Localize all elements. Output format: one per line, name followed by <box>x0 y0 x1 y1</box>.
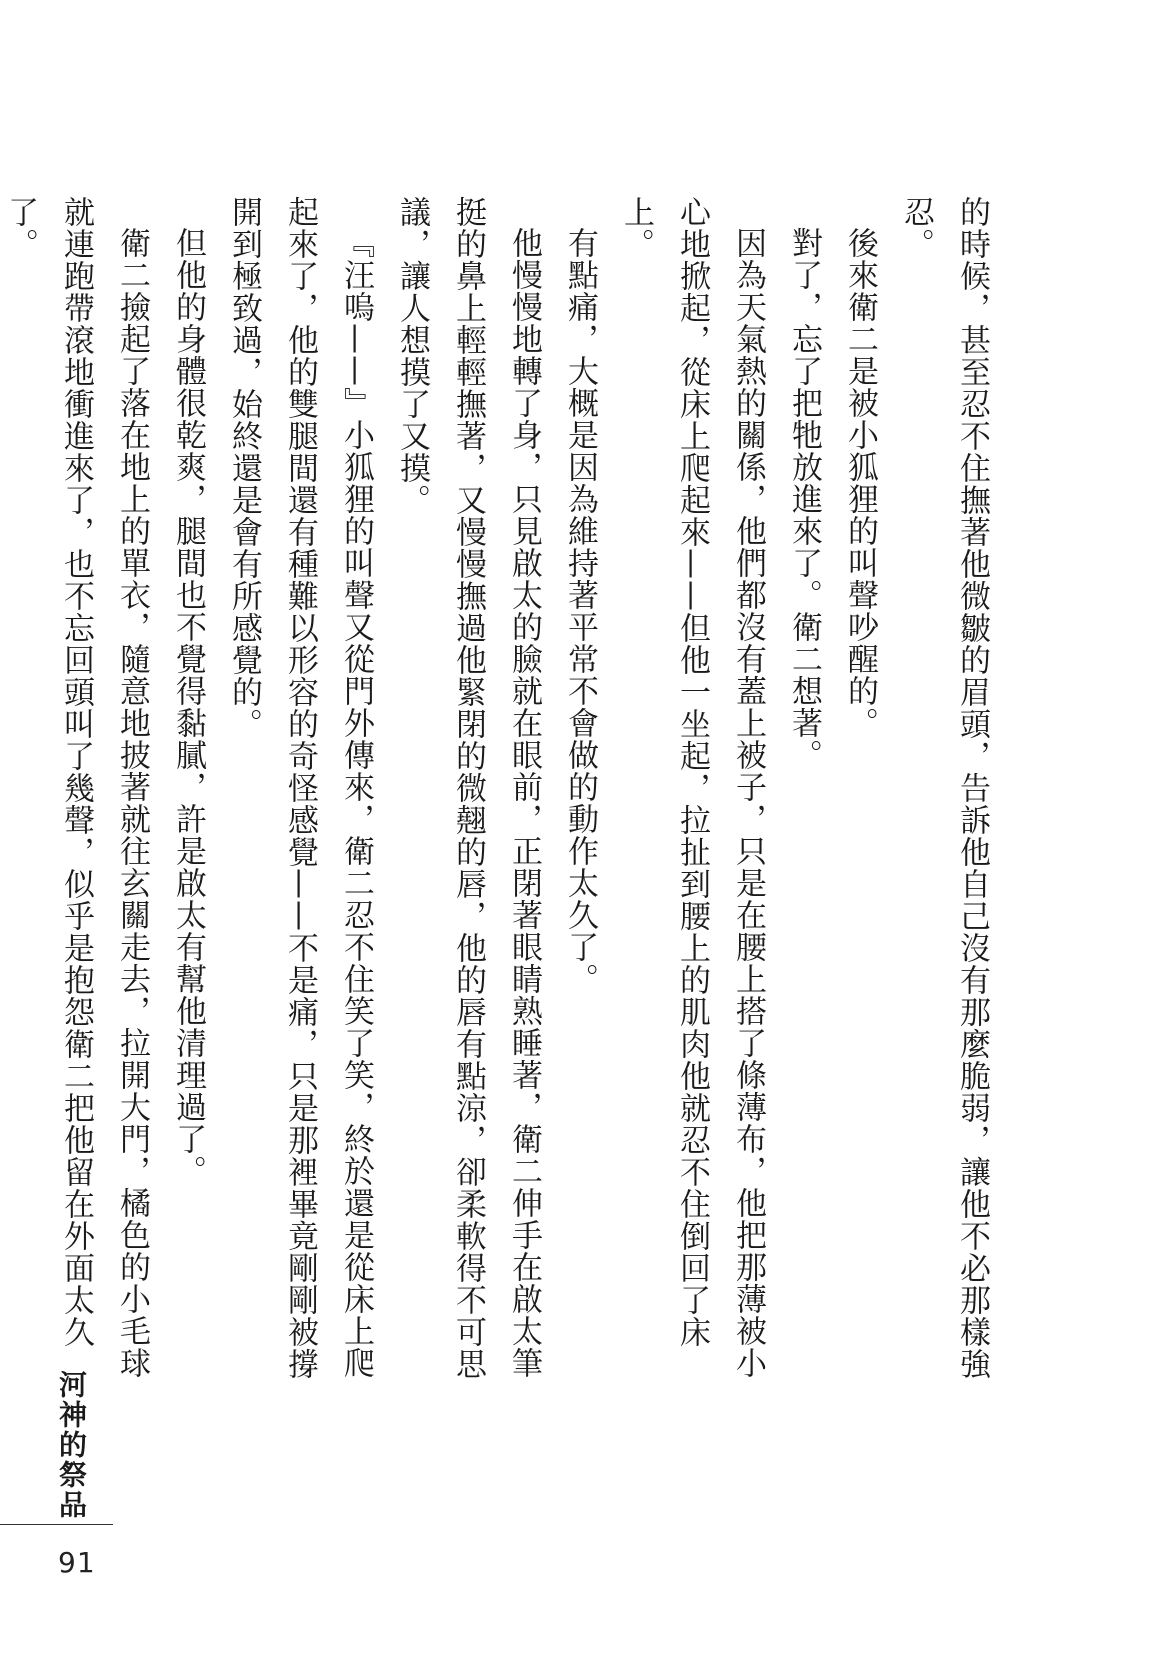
paragraph: 因為天氣熱的關係，他們都沒有蓋上被子，只是在腰上搭了條薄布，他把那薄被小心地掀起，從床上爬起來——但他一坐起，拉扯到腰上的肌肉他就忍不住倒回了床上。 <box>618 196 766 1379</box>
paragraph: 『汪嗚——』小狐狸的叫聲又從門外傳來，衛二忍不住笑了笑，終於還是從床上爬起來了，他的雙腿間還有種難以形容的奇怪感覺——不是痛，只是那裡畢竟剛剛被撐開到極致過，始終還是會有所感覺的。 <box>226 196 374 1380</box>
footer-divider <box>0 1524 113 1525</box>
paragraph: 後來衛二是被小狐狸的叫聲吵醒的。 <box>842 227 878 739</box>
paragraph: 有點痛，大概是因為維持著平常不會做的動作太久了。 <box>562 227 598 995</box>
paragraph: 他慢慢地轉了身，只見啟太的臉就在眼前，正閉著眼睛熟睡著，衛二伸手在啟太筆挺的鼻上輕輕撫著，又慢慢撫過他緊閉的微翹的唇，他的唇有點涼，卻柔軟得不可思議，讓人想摸了又摸。 <box>394 196 542 1380</box>
paragraph: 的時候，甚至忍不住撫著他微皺的眉頭，告訴他自己沒有那麼脆弱，讓他不必那樣強忍。 <box>898 196 990 1380</box>
paragraph: 對了，忘了把牠放進來了。衛二想著。 <box>786 227 822 771</box>
paragraph: 但他的身體很乾爽，腿間也不覺得黏膩，許是啟太有幫他清理過了。 <box>170 227 206 1187</box>
page-number: 91 <box>58 1546 96 1579</box>
running-title: 河神的祭品 <box>55 1370 88 1520</box>
paragraph: 衛二撿起了落在地上的單衣，隨意地披著就往玄關走去，拉開大門，橘色的小毛球就連跑帶滾地衝進來了，也不忘回頭叫了幾聲，似乎是抱怨衛二把他留在外面太久了。 <box>2 196 150 1379</box>
body-text <box>2 196 1000 1396</box>
